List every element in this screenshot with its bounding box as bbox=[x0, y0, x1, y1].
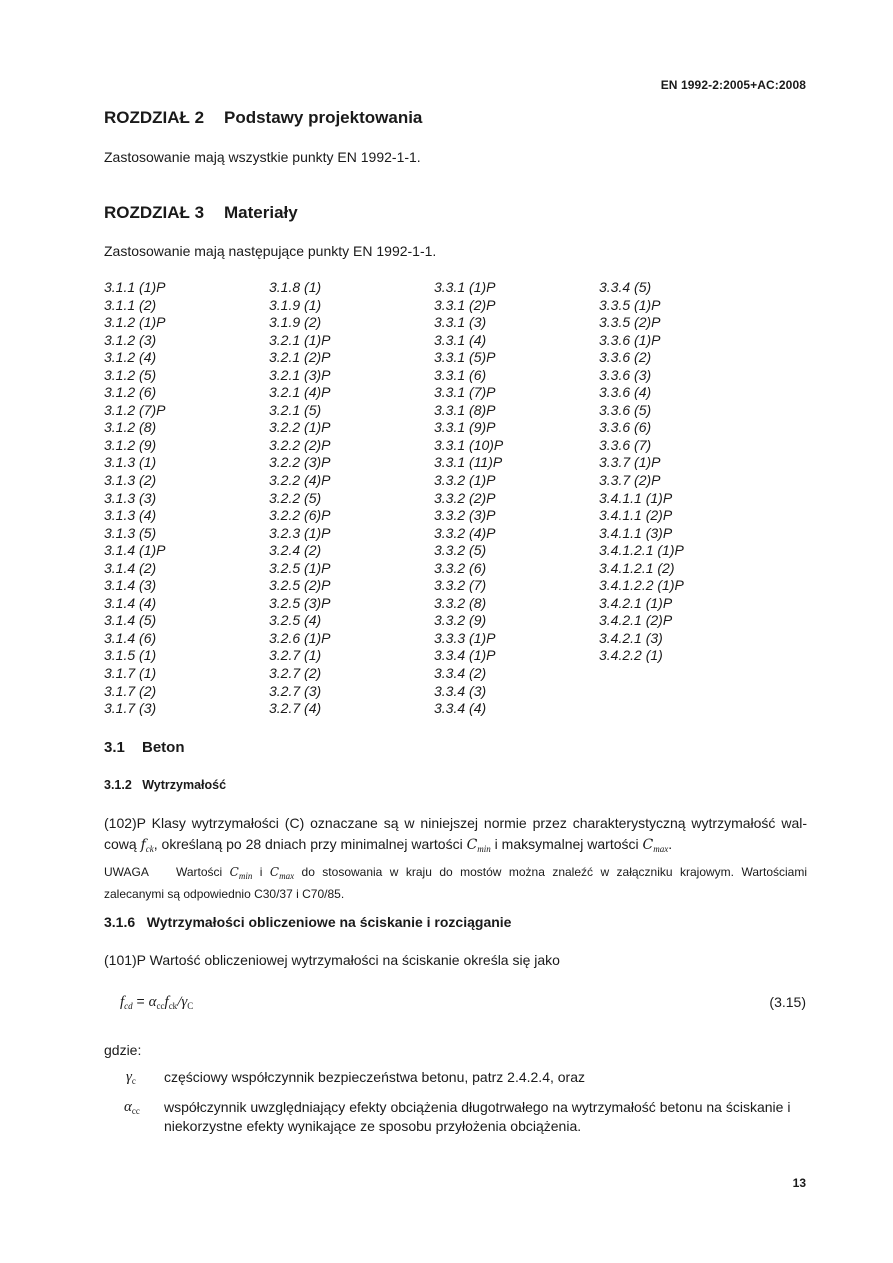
clause-ref: 3.3.7 (2)P bbox=[599, 472, 661, 489]
note-cmin-sub: min bbox=[238, 871, 253, 881]
clause-ref: 3.2.1 (3)P bbox=[269, 366, 331, 383]
section-3-1-number: 3.1 bbox=[104, 739, 125, 756]
cmax-symbol bbox=[643, 837, 669, 853]
clause-ref: 3.3.1 (7)P bbox=[434, 384, 496, 401]
clause-ref: 3.2.5 (1)P bbox=[269, 559, 331, 576]
def-alpha-symbol bbox=[124, 1099, 140, 1116]
clause-ref: 3.3.6 (6) bbox=[599, 419, 652, 436]
clause-ref: 3.3.6 (1)P bbox=[599, 331, 661, 348]
clause-101P-intro: (101)P Wartość obliczeniowej wytrzymałości na ściskanie określa się jako bbox=[104, 952, 560, 968]
formula-number: (3.15) bbox=[769, 994, 806, 1010]
note-label: UWAGA bbox=[104, 865, 149, 879]
formula-alpha-sym: α bbox=[148, 994, 157, 1010]
clause-ref: 3.1.4 (6) bbox=[104, 629, 157, 646]
clause-ref: 3.3.1 (8)P bbox=[434, 401, 496, 418]
clause-ref: 3.1.7 (2) bbox=[104, 682, 157, 699]
clause-ref: 3.3.2 (5) bbox=[434, 542, 487, 559]
clause-ref: 3.2.1 (4)P bbox=[269, 384, 331, 401]
chapter-2-number: ROZDZIAŁ 2 bbox=[104, 108, 205, 127]
note-cmin-symbol bbox=[230, 865, 253, 879]
clause-ref: 3.2.4 (2) bbox=[269, 542, 322, 559]
formula-lhs-sym: f bbox=[120, 994, 125, 1010]
clause-ref: 3.3.6 (2) bbox=[599, 349, 652, 366]
clause-ref: 3.1.3 (4) bbox=[104, 507, 157, 524]
formula-gamma-sym: γ bbox=[181, 994, 188, 1010]
fck-sub: ck bbox=[145, 844, 154, 854]
clause-ref: 3.3.4 (5) bbox=[599, 279, 652, 295]
clause-column-4 bbox=[599, 279, 764, 718]
clause-ref: 3.4.1.2.1 (1)P bbox=[599, 542, 684, 559]
para-text-c: i maksymalnej wartości bbox=[490, 836, 643, 852]
chapter-3-title: Materiały bbox=[224, 203, 298, 222]
clause-ref: 3.3.2 (6) bbox=[434, 559, 487, 576]
formula-slash: / bbox=[177, 994, 182, 1010]
fck-symbol bbox=[141, 837, 154, 853]
chapter-3-text: Zastosowanie mają następujące punkty EN 1992-1-1. bbox=[104, 243, 437, 259]
clause-ref: 3.3.4 (4) bbox=[434, 700, 487, 717]
def-gamma-symbol bbox=[126, 1069, 136, 1086]
chapter-2-title: Podstawy projektowania bbox=[224, 108, 423, 127]
chapter-3-number: ROZDZIAŁ 3 bbox=[104, 203, 205, 222]
clause-ref: 3.3.1 (9)P bbox=[434, 419, 496, 436]
clause-list bbox=[104, 279, 764, 718]
clause-ref: 3.1.3 (5) bbox=[104, 524, 157, 541]
formula-f-sym: f bbox=[164, 994, 169, 1010]
clause-ref: 3.3.7 (1)P bbox=[599, 454, 661, 471]
clause-ref: 3.1.5 (1) bbox=[104, 647, 157, 664]
clause-ref: 3.4.2.1 (3) bbox=[599, 629, 663, 646]
clause-ref: 3.1.1 (2) bbox=[104, 296, 157, 313]
fck-sym: f bbox=[140, 837, 146, 853]
clause-ref: 3.1.3 (2) bbox=[104, 472, 157, 489]
clause-ref: 3.1.7 (1) bbox=[104, 665, 157, 682]
clause-ref: 3.4.2.1 (1)P bbox=[599, 594, 673, 611]
clause-ref: 3.4.2.2 (1) bbox=[599, 647, 663, 664]
clause-ref: 3.1.2 (1)P bbox=[104, 314, 166, 331]
note-text-b: i bbox=[252, 865, 270, 879]
clause-ref: 3.2.7 (1) bbox=[269, 647, 322, 664]
clause-ref: 3.1.4 (3) bbox=[104, 577, 157, 594]
cmax-sym: C bbox=[642, 837, 654, 853]
clause-ref: 3.3.2 (9) bbox=[434, 612, 487, 629]
clause-ref: 3.3.2 (1)P bbox=[434, 472, 496, 489]
clause-ref: 3.1.2 (4) bbox=[104, 349, 157, 366]
clause-ref: 3.3.2 (2)P bbox=[434, 489, 496, 506]
chapter-2-heading bbox=[104, 108, 422, 128]
clause-ref: 3.2.1 (2)P bbox=[269, 349, 331, 366]
clause-ref: 3.3.1 (10)P bbox=[434, 436, 504, 453]
clause-ref: 3.2.2 (4)P bbox=[269, 472, 331, 489]
clause-ref: 3.1.7 (3) bbox=[104, 700, 157, 717]
clause-ref: 3.1.4 (2) bbox=[104, 559, 157, 576]
clause-ref: 3.2.2 (6)P bbox=[269, 507, 331, 524]
formula-alpha-sub: cc bbox=[156, 1001, 165, 1011]
clause-ref: 3.2.3 (1)P bbox=[269, 524, 331, 541]
formula-lhs-sub: cd bbox=[124, 1001, 133, 1011]
clause-ref: 3.3.3 (1)P bbox=[434, 629, 496, 646]
clause-ref: 3.3.5 (2)P bbox=[599, 314, 661, 331]
clause-ref: 3.1.2 (3) bbox=[104, 331, 157, 348]
clause-ref: 3.2.7 (4) bbox=[269, 700, 322, 717]
para-text-a: (102)P Klasy wytrzymałości (C) oznaczane są w niniejszej normie przez charakterystyczną wytrzymałość wal-cową bbox=[104, 815, 807, 852]
formula-gamma-sub: C bbox=[187, 1001, 194, 1011]
clause-ref: 3.3.1 (1)P bbox=[434, 279, 496, 295]
note-cmax-sym: C bbox=[269, 865, 280, 879]
clause-column-3 bbox=[434, 279, 599, 718]
formula-eq: = bbox=[132, 993, 149, 1009]
chapter-2-text: Zastosowanie mają wszystkie punkty EN 1992-1-1. bbox=[104, 149, 421, 165]
clause-column-1 bbox=[104, 279, 269, 718]
clause-ref: 3.2.2 (1)P bbox=[269, 419, 331, 436]
note-text-c: do stosowania w kraju do mostów można znaleźć w załączniku krajowym. Wartościami zalecanymi są odpowiednio C30/37 i C70/85. bbox=[104, 865, 808, 901]
page-number: 13 bbox=[792, 1176, 806, 1190]
clause-ref: 3.2.2 (5) bbox=[269, 489, 322, 506]
clause-ref: 3.2.6 (1)P bbox=[269, 629, 331, 646]
note-cmax-symbol bbox=[270, 865, 294, 879]
clause-ref: 3.4.1.2.2 (1)P bbox=[599, 577, 684, 594]
clause-ref: 3.1.9 (1) bbox=[269, 296, 322, 313]
clause-ref: 3.2.1 (1)P bbox=[269, 331, 331, 348]
formula-f-sub: ck bbox=[168, 1001, 178, 1011]
clause-ref: 3.2.5 (4) bbox=[269, 612, 322, 629]
clause-ref: 3.4.1.1 (2)P bbox=[599, 507, 673, 524]
clause-ref: 3.3.1 (6) bbox=[434, 366, 487, 383]
clause-ref: 3.4.1.2.1 (2) bbox=[599, 559, 675, 576]
def-alpha-text: współczynnik uwzględniający efekty obciążenia długotrwałego na wytrzymałość betonu na ściskanie i niekorzystne efekty wynikające ze sposobu przyłożenia obciążenia. bbox=[164, 1099, 791, 1134]
note-cmax-sub: max bbox=[279, 871, 295, 881]
clause-ref: 3.3.2 (4)P bbox=[434, 524, 496, 541]
clause-column-2 bbox=[269, 279, 434, 718]
para-text-b: , określaną po 28 dniach przy minimalnej wartości bbox=[153, 836, 467, 852]
clause-ref: 3.3.2 (3)P bbox=[434, 507, 496, 524]
clause-ref: 3.3.6 (4) bbox=[599, 384, 652, 401]
clause-ref: 3.1.2 (7)P bbox=[104, 401, 166, 418]
section-3-1-heading bbox=[104, 739, 185, 756]
clause-ref: 3.4.1.1 (1)P bbox=[599, 489, 673, 506]
def-alpha-sym: α bbox=[124, 1099, 132, 1115]
cmax-sub: max bbox=[653, 844, 669, 854]
clause-ref: 3.3.1 (5)P bbox=[434, 349, 496, 366]
clause-ref: 3.2.7 (2) bbox=[269, 665, 322, 682]
def-gamma-text: częściowy współczynnik bezpieczeństwa betonu, patrz 2.4.2.4, oraz bbox=[164, 1069, 585, 1085]
clause-ref: 3.1.9 (2) bbox=[269, 314, 322, 331]
chapter-3-heading bbox=[104, 203, 298, 223]
clause-ref: 3.3.1 (11)P bbox=[434, 454, 503, 471]
def-alpha-sub: cc bbox=[131, 1106, 140, 1116]
note-cmin-sym: C bbox=[229, 865, 239, 879]
standard-id: EN 1992-2:2005+AC:2008 bbox=[660, 78, 806, 92]
clause-ref: 3.1.4 (5) bbox=[104, 612, 157, 629]
clause-ref: 3.3.1 (3) bbox=[434, 314, 487, 331]
clause-ref: 3.3.2 (8) bbox=[434, 594, 487, 611]
note-paragraph bbox=[104, 863, 807, 903]
clause-ref: 3.3.1 (4) bbox=[434, 331, 487, 348]
clause-ref: 3.3.6 (3) bbox=[599, 366, 652, 383]
clause-ref: 3.1.1 (1)P bbox=[104, 279, 166, 295]
cmin-symbol bbox=[467, 837, 491, 853]
section-3-1-title: Beton bbox=[142, 739, 185, 756]
note-text-a: Wartości bbox=[176, 865, 230, 879]
clause-ref: 3.2.5 (2)P bbox=[269, 577, 331, 594]
clause-ref: 3.1.4 (4) bbox=[104, 594, 157, 611]
formula-3-15 bbox=[120, 993, 193, 1011]
def-gamma-sym: γ bbox=[126, 1069, 132, 1085]
clause-ref: 3.1.2 (9) bbox=[104, 436, 157, 453]
clause-ref: 3.3.6 (5) bbox=[599, 401, 652, 418]
where-label: gdzie: bbox=[104, 1042, 142, 1058]
clause-ref: 3.3.4 (2) bbox=[434, 665, 487, 682]
clause-ref: 3.2.7 (3) bbox=[269, 682, 322, 699]
clause-ref: 3.1.2 (8) bbox=[104, 419, 157, 436]
clause-ref: 3.4.2.1 (2)P bbox=[599, 612, 673, 629]
clause-ref: 3.1.8 (1) bbox=[269, 279, 322, 295]
section-3-1-6-heading: 3.1.6 Wytrzymałości obliczeniowe na ściskanie i rozciąganie bbox=[104, 914, 512, 930]
clause-ref: 3.1.3 (3) bbox=[104, 489, 157, 506]
clause-ref: 3.2.2 (3)P bbox=[269, 454, 331, 471]
def-gamma-sub: c bbox=[131, 1076, 136, 1086]
clause-ref: 3.3.4 (1)P bbox=[434, 647, 496, 664]
clause-102P-paragraph bbox=[104, 813, 807, 860]
section-3-1-2-heading: 3.1.2 Wytrzymałość bbox=[104, 778, 227, 792]
clause-ref: 3.1.3 (1) bbox=[104, 454, 157, 471]
clause-ref: 3.3.5 (1)P bbox=[599, 296, 661, 313]
clause-ref: 3.1.2 (6) bbox=[104, 384, 157, 401]
clause-ref: 3.3.4 (3) bbox=[434, 682, 487, 699]
para-text-d: . bbox=[668, 836, 673, 852]
clause-ref: 3.2.2 (2)P bbox=[269, 436, 331, 453]
clause-ref: 3.3.2 (7) bbox=[434, 577, 487, 594]
cmin-sym: C bbox=[466, 837, 478, 853]
clause-ref: 3.2.1 (5) bbox=[269, 401, 322, 418]
clause-ref: 3.1.4 (1)P bbox=[104, 542, 166, 559]
clause-ref: 3.3.6 (7) bbox=[599, 436, 652, 453]
clause-ref: 3.4.1.1 (3)P bbox=[599, 524, 673, 541]
clause-ref: 3.1.2 (5) bbox=[104, 366, 157, 383]
clause-ref: 3.2.5 (3)P bbox=[269, 594, 331, 611]
cmin-sub: min bbox=[477, 844, 491, 854]
clause-ref: 3.3.1 (2)P bbox=[434, 296, 496, 313]
